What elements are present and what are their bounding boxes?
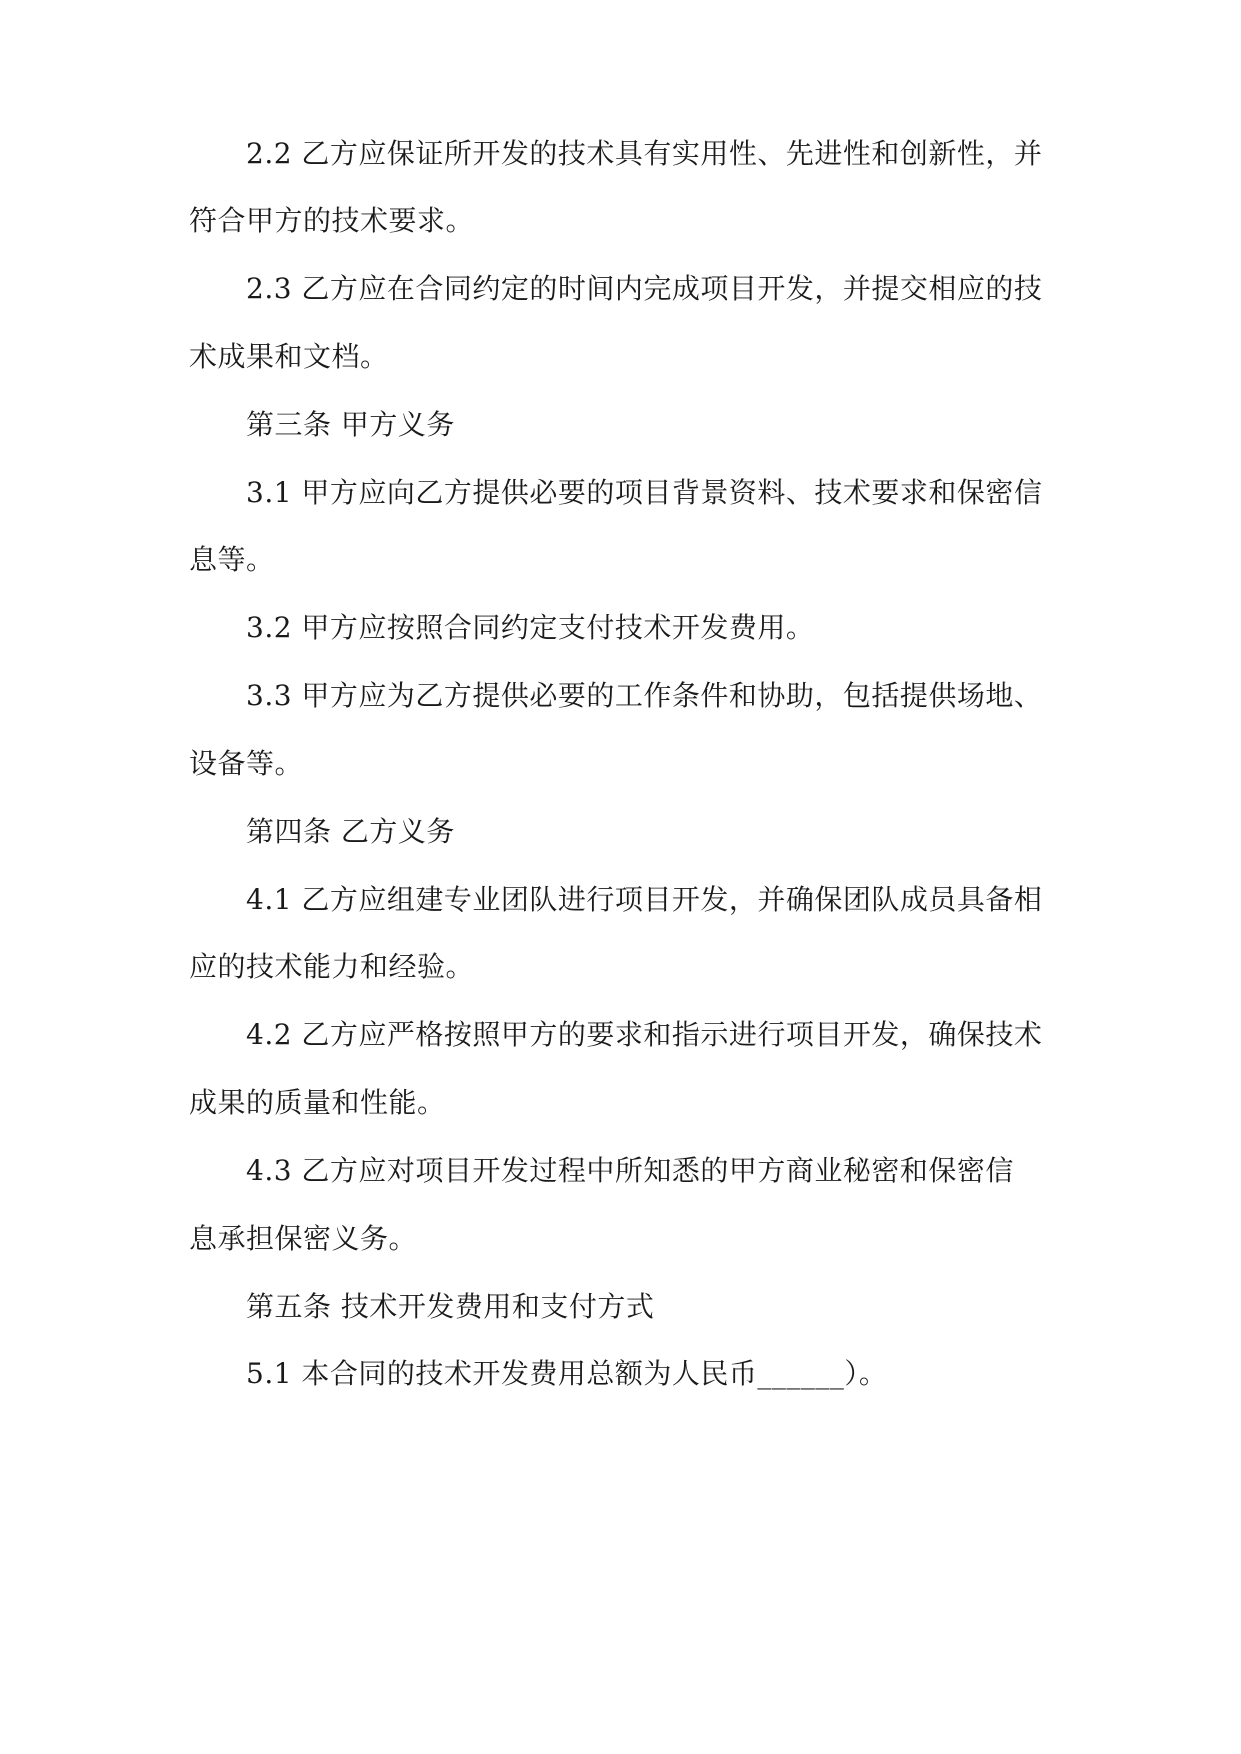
clause-4-3-line-2: 息承担保密义务。 [189, 1222, 418, 1255]
clause-4-1-line-2: 应的技术能力和经验。 [189, 950, 475, 983]
clause-4-1-line-1: 4.1 乙方应组建专业团队进行项目开发，并确保团队成员具备相 [246, 883, 1043, 916]
clause-3-1-line-2: 息等。 [189, 543, 275, 576]
clause-2-3-line-1: 2.3 乙方应在合同约定的时间内完成项目开发，并提交相应的技 [246, 272, 1043, 305]
article-4-heading: 第四条 乙方义务 [246, 815, 455, 848]
clause-5-1-line-1: 5.1 本合同的技术开发费用总额为人民币______）。 [246, 1357, 888, 1390]
clause-4-3-line-1: 4.3 乙方应对项目开发过程中所知悉的甲方商业秘密和保密信 [246, 1154, 1014, 1187]
clause-3-1-line-1: 3.1 甲方应向乙方提供必要的项目背景资料、技术要求和保密信 [246, 476, 1043, 509]
clause-2-3-line-2: 术成果和文档。 [189, 340, 389, 373]
clause-2-2-line-2: 符合甲方的技术要求。 [189, 204, 475, 237]
clause-4-2-line-1: 4.2 乙方应严格按照甲方的要求和指示进行项目开发，确保技术 [246, 1018, 1043, 1051]
clause-3-3-line-1: 3.3 甲方应为乙方提供必要的工作条件和协助，包括提供场地、 [246, 679, 1043, 712]
article-5-heading: 第五条 技术开发费用和支付方式 [246, 1290, 655, 1323]
article-3-heading: 第三条 甲方义务 [246, 408, 455, 441]
clause-4-2-line-2: 成果的质量和性能。 [189, 1086, 446, 1119]
clause-2-2-line-1: 2.2 乙方应保证所开发的技术具有实用性、先进性和创新性，并 [246, 137, 1043, 170]
clause-3-3-line-2: 设备等。 [189, 747, 304, 780]
clause-3-2-line-1: 3.2 甲方应按照合同约定支付技术开发费用。 [246, 611, 815, 644]
